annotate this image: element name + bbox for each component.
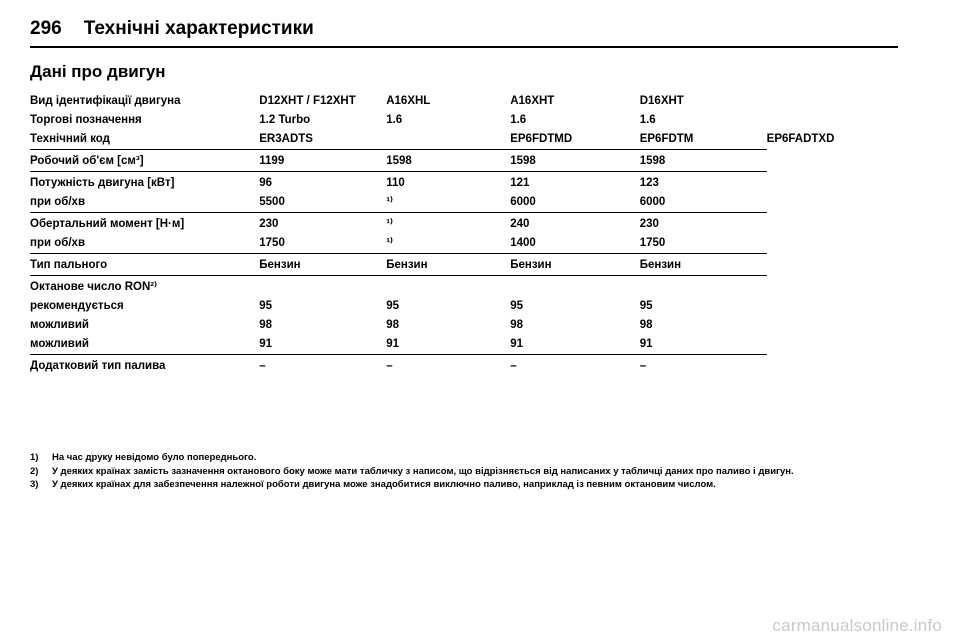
row-value: 98 xyxy=(259,319,273,331)
row-value: 98 xyxy=(386,319,400,331)
footnotes xyxy=(30,452,898,493)
table-row xyxy=(30,355,898,377)
page-title: Технічні характеристики xyxy=(83,18,314,39)
table-row xyxy=(30,130,898,150)
table-row xyxy=(30,254,898,276)
table-row xyxy=(30,172,898,194)
footnote-marker: 1) xyxy=(30,452,39,463)
footnote-marker: 3) xyxy=(30,479,39,490)
table-row xyxy=(30,111,898,130)
row-value: 5500 xyxy=(259,196,285,208)
row-value: 230 xyxy=(640,213,767,235)
row-value: D12XHT / F12XHT xyxy=(259,95,356,107)
row-value: – xyxy=(510,355,640,377)
row-value: 91 xyxy=(510,338,524,350)
footnote xyxy=(30,479,898,492)
footnote xyxy=(30,452,898,465)
row-label: Вид ідентифікації двигуна xyxy=(30,95,181,107)
row-value: 1.6 xyxy=(386,114,403,126)
row-label: Додатковий тип палива xyxy=(30,355,259,377)
row-value: 91 xyxy=(259,338,273,350)
row-value: ¹⁾ xyxy=(386,237,393,249)
row-value: Бензин xyxy=(386,254,510,276)
row-value: 95 xyxy=(259,300,273,312)
row-value: EP6FDTM xyxy=(639,133,694,145)
table-row xyxy=(30,92,898,111)
table-body xyxy=(30,92,898,376)
row-value: 96 xyxy=(259,172,386,194)
row-label: Торгові позначення xyxy=(30,114,142,126)
row-label: рекомендується xyxy=(30,300,124,312)
row-value: 123 xyxy=(640,172,767,194)
row-value: 1400 xyxy=(510,237,536,249)
section-title: Дані про двигун xyxy=(30,62,166,81)
row-value: – xyxy=(259,355,386,377)
page-number: 296 xyxy=(30,18,62,39)
table-row xyxy=(30,234,898,254)
table-row xyxy=(30,213,898,235)
table-row xyxy=(30,316,898,335)
footnote-text: У деяких країнах замість зазначення октанового боку може мати табличку з написом, що відрізняється від написаних у табличці даних про паливо і двигун. xyxy=(52,465,794,477)
row-value xyxy=(386,130,510,150)
row-value: 95 xyxy=(510,300,524,312)
row-label: Потужність двигуна [кВт] xyxy=(30,172,259,194)
row-value: 1750 xyxy=(639,237,666,249)
footnote-text: У деяких країнах для забезпечення належної роботи двигуна може знадобитися виключно паливо, наприклад із певним октановим числом. xyxy=(52,479,716,490)
row-value: 1598 xyxy=(386,150,510,172)
footnote-marker: 2) xyxy=(30,465,39,477)
row-value: 1598 xyxy=(510,150,640,172)
row-value: Бензин xyxy=(640,254,767,276)
row-value: 91 xyxy=(386,338,400,350)
engine-data-table xyxy=(30,92,898,376)
row-label: Обертальний момент [Н·м] xyxy=(30,213,259,235)
footnote xyxy=(30,466,898,479)
row-value: 1199 xyxy=(259,150,386,172)
row-label: при об/хв xyxy=(30,237,86,249)
row-value xyxy=(386,276,510,298)
watermark: carmanualsonline.info xyxy=(772,616,942,635)
row-value: 1598 xyxy=(640,150,767,172)
row-value: 91 xyxy=(639,338,653,350)
footnote-text: На час друку невідомо було попереднього. xyxy=(52,452,257,463)
row-value: 1750 xyxy=(259,237,285,249)
row-value: 121 xyxy=(510,172,640,194)
row-value: 240 xyxy=(510,213,640,235)
row-label: Технічний код xyxy=(30,133,110,145)
table-row xyxy=(30,193,898,213)
row-value: A16XHT xyxy=(510,95,555,107)
table-row xyxy=(30,335,898,355)
page-header xyxy=(30,18,898,48)
row-label: при об/хв xyxy=(30,196,86,208)
row-value: 6000 xyxy=(510,196,536,208)
row-value: – xyxy=(386,355,510,377)
row-label: можливий xyxy=(30,319,89,331)
row-value xyxy=(510,276,640,298)
row-label: Октанове число RON²⁾ xyxy=(30,276,259,298)
row-value: 1.6 xyxy=(510,114,527,126)
row-value: ¹⁾ xyxy=(386,213,510,235)
row-value: – xyxy=(640,355,767,377)
row-value: 1.6 xyxy=(639,114,656,126)
row-value: 6000 xyxy=(639,196,666,208)
row-label: можливий xyxy=(30,338,89,350)
row-value xyxy=(640,276,767,298)
row-value: 95 xyxy=(386,300,400,312)
table-row xyxy=(30,276,898,298)
row-value: D16XHT xyxy=(639,95,684,107)
table-row xyxy=(30,297,898,316)
row-label: Тип пального xyxy=(30,254,259,276)
row-value: 230 xyxy=(259,213,386,235)
row-value: Бензин xyxy=(259,254,386,276)
row-value: 98 xyxy=(510,319,524,331)
row-value: ¹⁾ xyxy=(386,196,393,208)
row-value: EP6FDTMD xyxy=(510,133,573,145)
row-value: 95 xyxy=(639,300,653,312)
row-value: 98 xyxy=(639,319,653,331)
row-label: Робочий об'єм [см³] xyxy=(30,150,259,172)
row-value: EP6FADTXD xyxy=(766,133,835,145)
row-value: 1.2 Turbo xyxy=(259,114,311,126)
row-value: Бензин xyxy=(510,254,640,276)
table-row xyxy=(30,150,898,172)
row-value: ER3ADTS xyxy=(259,133,313,145)
row-value: 110 xyxy=(386,172,510,194)
row-value: A16XHL xyxy=(386,95,431,107)
row-value xyxy=(259,276,386,298)
